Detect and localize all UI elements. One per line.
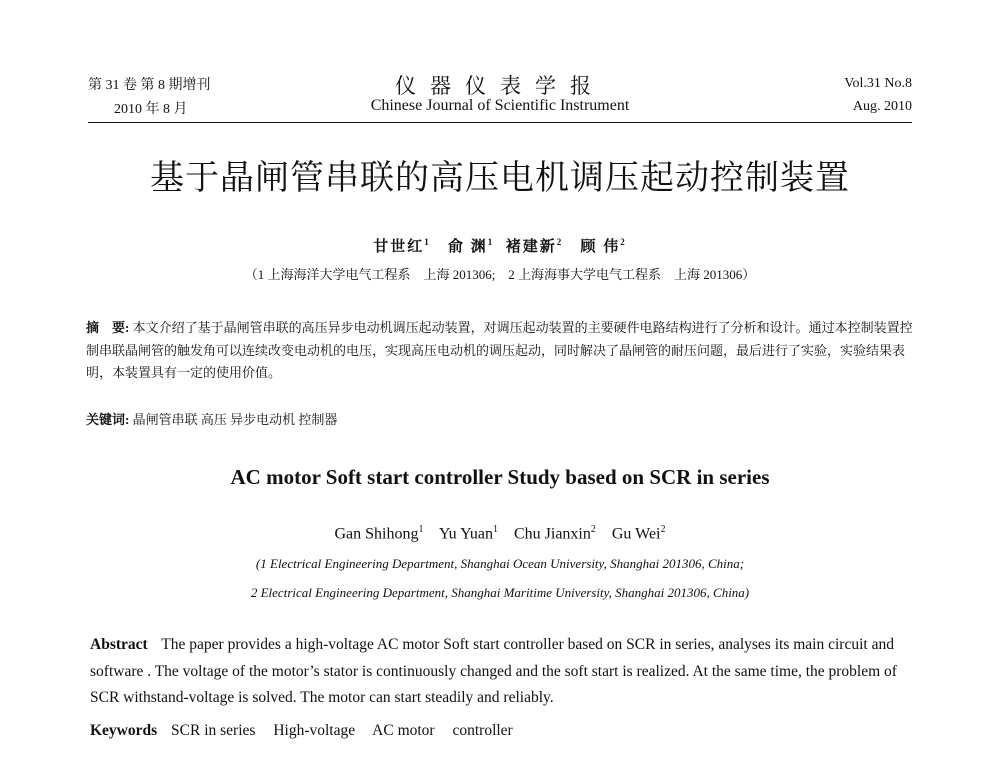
keywords-cn-text: 晶闸管串联 高压 异步电动机 控制器: [132, 412, 338, 427]
abstract-en-text: The paper provides a high-voltage AC motor Soft start controller based on SCR in series, analyses its main circuit and software . The voltage of the motor’s stator is continuously changed and the soft start is realized. At the same time, the problem of SCR withstand-voltage is solved. The motor can start steadily and reliably.: [90, 636, 897, 706]
abstract-cn: [86, 317, 914, 385]
keywords-en-label: Keywords: [90, 722, 158, 739]
journal-header: [88, 74, 912, 123]
issue-date-cn: 2010 年 8 月: [114, 102, 188, 117]
paper-title-cn: 基于晶闸管串联的高压电机调压起动控制装置: [150, 158, 850, 198]
volume-issue: 第 31 卷 第 8 期增刊: [88, 78, 211, 93]
author-affil-mark: 2: [590, 524, 596, 535]
author-name: 褚建新: [505, 239, 557, 255]
paper-title-en: AC motor Soft start controller Study based on SCR in series: [230, 465, 770, 489]
affiliation-cn: （1 上海海洋大学电气工程系 上海 201306; 2 上海海事大学电气工程系 上海 201306）: [244, 267, 756, 282]
author-list-cn: [0, 235, 1000, 256]
keyword-item: High-voltage: [273, 722, 356, 739]
author-name: 俞 渊: [447, 239, 488, 255]
abstract-en-label: Abstract: [90, 636, 148, 653]
keyword-item: controller: [452, 722, 513, 739]
author-affil-mark: 1: [424, 237, 431, 247]
keywords-cn: [86, 409, 914, 428]
abstract-cn-label: 摘 要:: [86, 320, 130, 335]
author-name: Chu Jianxin: [513, 525, 591, 543]
keywords-en: [90, 722, 912, 740]
author-affil-mark: 2: [660, 524, 666, 535]
journal-name-cn: 仪器仪表学报: [395, 74, 605, 98]
affiliation-en-1: (1 Electrical Engineering Department, Shanghai Ocean University, Shanghai 201306, China;: [255, 556, 745, 571]
author-list-en: [0, 524, 1000, 543]
author-affil-mark: 1: [492, 524, 498, 535]
author-name: 甘世红: [373, 239, 425, 255]
author-affil-mark: 2: [556, 237, 564, 247]
author-name: Gan Shihong: [334, 525, 419, 543]
issue-date-en: Aug. 2010: [852, 99, 912, 114]
author-affil-mark: 1: [487, 237, 495, 247]
abstract-en: [90, 632, 912, 712]
author-name: 顾 伟: [580, 239, 621, 255]
volume-number-en: Vol.31 No.8: [844, 76, 912, 91]
affiliation-en-2: 2 Electrical Engineering Department, Shanghai Maritime University, Shanghai 201306, China): [250, 585, 750, 600]
abstract-cn-text: 本文介绍了基于晶闸管串联的高压异步电动机调压起动装置，对调压起动装置的主要硬件电路结构进行了分析和设计。通过本控制装置控制串联晶闸管的触发角可以连续改变电动机的电压，实现高压电动机的调压起动，同时解决了晶闸管的耐压问题，最后进行了实验，实验结果表明，本装置具有一定的使用价值。: [86, 320, 913, 380]
keywords-cn-label: 关键词:: [86, 412, 130, 427]
author-name: Gu Wei: [611, 525, 661, 543]
keyword-item: SCR in series: [171, 722, 256, 739]
author-name: Yu Yuan: [438, 525, 493, 543]
journal-name-en: Chinese Journal of Scientific Instrument: [370, 97, 630, 114]
author-affil-mark: 2: [620, 237, 627, 247]
author-affil-mark: 1: [418, 524, 424, 535]
keyword-item: AC motor: [372, 722, 435, 739]
